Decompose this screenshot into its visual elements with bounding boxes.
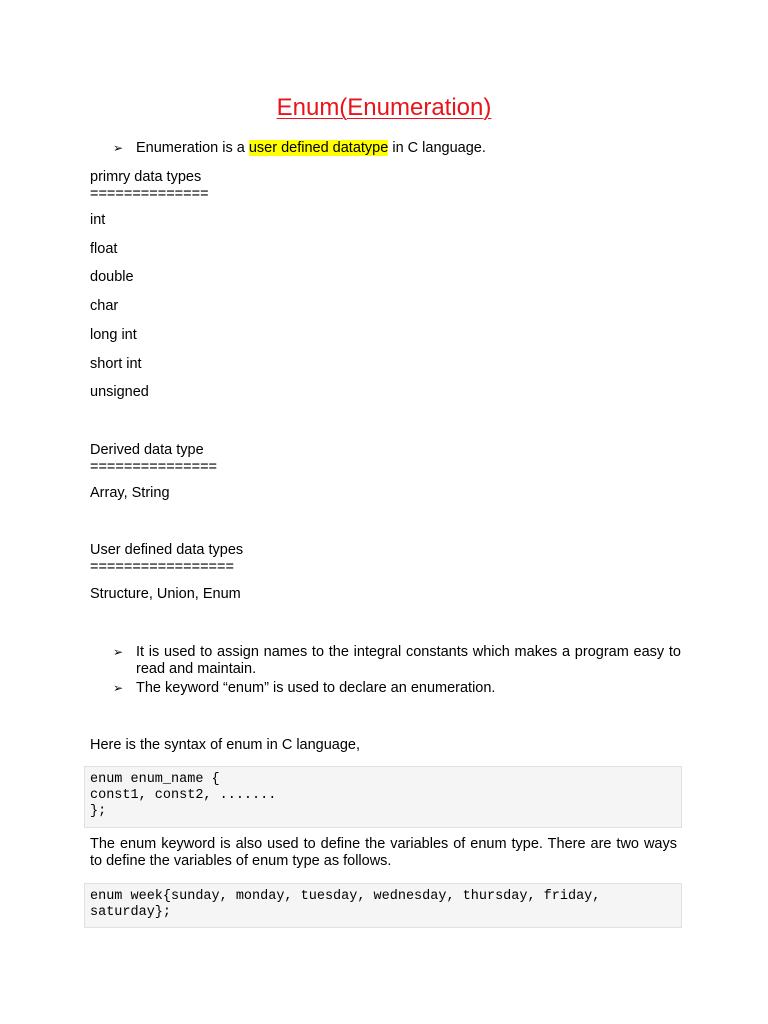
derived-underline: ===============	[90, 459, 218, 475]
intro-line	[136, 140, 486, 157]
bullet-arrow-icon: ➢	[113, 645, 124, 659]
intro-text-before: Enumeration is a	[136, 140, 249, 156]
primary-item: char	[90, 298, 119, 314]
primary-item: double	[90, 269, 134, 285]
bullet-arrow-icon: ➢	[113, 681, 124, 695]
code-line: enum enum_name {	[90, 772, 220, 787]
primary-heading: primry data types	[90, 169, 202, 185]
primary-item: long int	[90, 327, 137, 343]
code-line: const1, const2, .......	[90, 788, 277, 803]
bullet-arrow-icon: ➢	[113, 141, 124, 155]
page-title: Enum(Enumeration)	[276, 94, 492, 121]
variables-paragraph: The enum keyword is also used to define the variables of enum type. There are two ways to define the variables of enum type as follows.	[90, 836, 677, 869]
primary-item: int	[90, 212, 106, 228]
derived-items: Array, String	[90, 485, 170, 501]
bullet-text: The keyword “enum” is used to declare an enumeration.	[136, 680, 496, 696]
primary-item: float	[90, 241, 118, 257]
code-line: saturday};	[90, 905, 172, 920]
highlighted-text: user defined datatype	[248, 140, 389, 156]
primary-item: unsigned	[90, 384, 149, 400]
code-line: };	[90, 804, 107, 819]
derived-heading: Derived data type	[90, 442, 204, 458]
bullet-text: It is used to assign names to the integral constants which makes a program easy to read and maintain.	[136, 644, 681, 677]
intro-text-after: in C language.	[388, 140, 486, 156]
primary-underline: ==============	[90, 186, 209, 202]
primary-item: short int	[90, 356, 142, 372]
user-defined-heading: User defined data types	[90, 542, 244, 558]
user-defined-underline: =================	[90, 559, 234, 575]
code-line: enum week{sunday, monday, tuesday, wednesday, thursday, friday,	[90, 889, 601, 904]
syntax-intro: Here is the syntax of enum in C language,	[90, 737, 361, 753]
user-defined-items: Structure, Union, Enum	[90, 586, 241, 602]
